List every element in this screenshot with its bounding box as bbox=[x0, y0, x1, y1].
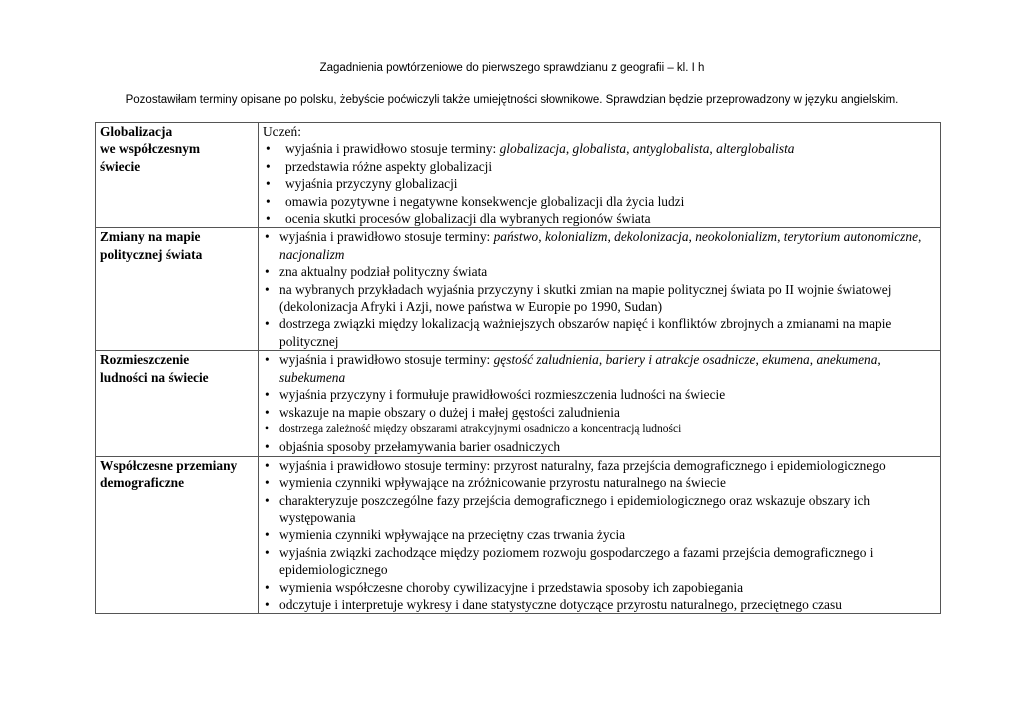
item-text: , bbox=[688, 229, 696, 245]
term-italic: globalizacja bbox=[499, 141, 566, 157]
item-text: wyjaśnia związki zachodzące między poziomem rozwoju gospodarczego a fazami przejścia demograficznego i epidemiologicznego bbox=[279, 544, 874, 578]
term-italic: dekolonizacja bbox=[614, 229, 689, 245]
term-italic: ekumena bbox=[762, 352, 810, 368]
lead-text: Uczeń: bbox=[263, 124, 301, 139]
requirements-list bbox=[263, 140, 936, 227]
list-item bbox=[263, 228, 936, 263]
topic-line: Rozmieszczenie bbox=[100, 352, 190, 368]
requirements-list bbox=[263, 351, 936, 455]
topic-cell bbox=[96, 228, 259, 351]
item-text: wyjaśnia i prawidłowo stosuje terminy: przyrost naturalny, faza przejścia demograficznego i epidemiologicznego bbox=[279, 457, 886, 473]
item-text: wymienia czynniki wpływające na przeciętny czas trwania życia bbox=[279, 527, 626, 543]
topic-cell bbox=[96, 123, 259, 228]
topic-cell bbox=[96, 456, 259, 614]
term-italic: alterglobalista bbox=[716, 141, 795, 157]
list-item bbox=[263, 175, 936, 192]
list-item bbox=[263, 140, 936, 157]
list-item bbox=[263, 386, 936, 403]
term-italic: neokolonializm bbox=[695, 229, 778, 245]
item-text: na wybranych przykładach wyjaśnia przyczyny i skutki zmian na mapie politycznej świata po II wojnie światowej (dekolonizacja Afryki i Azji, nowe państwa w Europie po 1990, Sudan) bbox=[279, 281, 892, 315]
list-item bbox=[263, 281, 936, 316]
list-item bbox=[263, 457, 936, 474]
item-text: objaśnia sposoby przełamywania barier osadniczych bbox=[279, 439, 561, 455]
item-text: wyjaśnia przyczyny globalizacji bbox=[285, 176, 458, 192]
table-row bbox=[96, 351, 941, 456]
list-item bbox=[263, 474, 936, 491]
term-italic: kolonializm bbox=[544, 229, 608, 245]
item-text: , bbox=[565, 141, 573, 157]
list-item bbox=[263, 263, 936, 280]
item-text: wyjaśnia i prawidłowo stosuje terminy: bbox=[285, 141, 500, 157]
list-item bbox=[263, 421, 936, 438]
item-text: wymienia czynniki wpływające na zróżnicowanie przyrostu naturalnego na świecie bbox=[279, 475, 726, 491]
requirements-cell bbox=[259, 123, 941, 228]
item-text: wyjaśnia przyczyny i formułuje prawidłowości rozmieszczenia ludności na świecie bbox=[279, 387, 726, 403]
table-row bbox=[96, 456, 941, 614]
item-text: , bbox=[877, 352, 881, 368]
table-row bbox=[96, 228, 941, 351]
item-text: , bbox=[607, 229, 615, 245]
document-title: Zagadnienia powtórzeniowe do pierwszego sprawdzianu z geografii – kl. I h bbox=[319, 62, 705, 74]
document-note: Pozostawiłam terminy opisane po polsku, żebyście poćwiczyli także umiejętności słownikowe. Sprawdzian będzie przeprowadzony w języku angielskim. bbox=[125, 94, 899, 106]
topic-line: demograficzne bbox=[100, 475, 185, 491]
list-item bbox=[263, 526, 936, 543]
list-item bbox=[263, 210, 936, 227]
item-text: omawia pozytywne i negatywne konsekwencje globalizacji dla życia ludzi bbox=[285, 193, 685, 209]
term-italic: nacjonalizm bbox=[279, 246, 345, 262]
item-text: , bbox=[809, 352, 817, 368]
topics-table bbox=[95, 122, 941, 614]
list-item bbox=[263, 315, 936, 350]
list-item bbox=[263, 158, 936, 175]
requirements-list bbox=[263, 228, 936, 350]
item-text: , bbox=[777, 229, 784, 245]
item-text: wskazuje na mapie obszary o dużej i małej gęstości zaludnienia bbox=[279, 404, 620, 420]
item-text: odczytuje i interpretuje wykresy i dane statystyczne dotyczące przyrostu naturalnego, przeciętnego czasu bbox=[279, 596, 842, 612]
requirements-cell bbox=[259, 351, 941, 456]
list-item bbox=[263, 596, 936, 613]
item-text: , bbox=[626, 141, 633, 157]
topic-line: Globalizacja bbox=[100, 124, 173, 139]
requirements-list bbox=[263, 457, 936, 614]
item-text: wyjaśnia i prawidłowo stosuje terminy: bbox=[279, 352, 494, 368]
term-italic: anekumena bbox=[816, 352, 878, 368]
item-text: dostrzega związki między lokalizacją ważniejszych obszarów napięć i konfliktów zbrojnych a zmianami na mapie politycznej bbox=[279, 316, 892, 349]
topic-line: politycznej świata bbox=[100, 246, 203, 262]
term-italic: państwo bbox=[493, 229, 539, 245]
topic-line: świecie bbox=[100, 158, 141, 174]
item-text: zna aktualny podział polityczny świata bbox=[279, 264, 488, 280]
term-italic: subekumena bbox=[279, 369, 346, 385]
requirements-cell bbox=[259, 456, 941, 614]
term-italic: terytorium autonomiczne bbox=[783, 229, 919, 245]
item-text: , bbox=[709, 141, 717, 157]
item-text: wymienia współczesne choroby cywilizacyjne i przedstawia sposoby ich zapobiegania bbox=[279, 579, 744, 595]
term-italic: bariery i atrakcje osadnicze bbox=[605, 352, 756, 368]
list-item bbox=[263, 492, 936, 527]
item-text: przedstawia różne aspekty globalizacji bbox=[285, 158, 493, 174]
list-item bbox=[263, 544, 936, 579]
item-text: , bbox=[598, 352, 606, 368]
table-row bbox=[96, 123, 941, 228]
requirements-cell bbox=[259, 228, 941, 351]
topic-line: Zmiany na mapie bbox=[100, 229, 201, 245]
term-italic: globalista bbox=[572, 141, 627, 157]
topic-line: we współczesnym bbox=[100, 141, 201, 157]
item-text: , bbox=[538, 229, 545, 245]
topic-line: ludności na świecie bbox=[100, 369, 209, 385]
list-item bbox=[263, 351, 936, 386]
item-text: ocenia skutki procesów globalizacji dla wybranych regionów świata bbox=[285, 211, 651, 227]
list-item bbox=[263, 193, 936, 210]
item-text: charakteryzuje poszczególne fazy przejścia demograficznego i epidemiologicznego oraz wskazuje obszary ich występowania bbox=[279, 492, 871, 525]
item-text: , bbox=[918, 229, 922, 245]
term-italic: antyglobalista bbox=[632, 141, 710, 157]
topic-line: Współczesne przemiany bbox=[100, 457, 238, 473]
list-item bbox=[263, 404, 936, 421]
term-italic: gęstość zaludnienia bbox=[493, 352, 599, 368]
item-text: dostrzega zależność między obszarami atrakcyjnymi osadniczo a koncentracją ludności bbox=[279, 422, 682, 435]
item-text: , bbox=[755, 352, 763, 368]
list-item bbox=[263, 579, 936, 596]
item-text: wyjaśnia i prawidłowo stosuje terminy: bbox=[279, 229, 494, 245]
topic-cell bbox=[96, 351, 259, 456]
list-item bbox=[263, 438, 936, 455]
